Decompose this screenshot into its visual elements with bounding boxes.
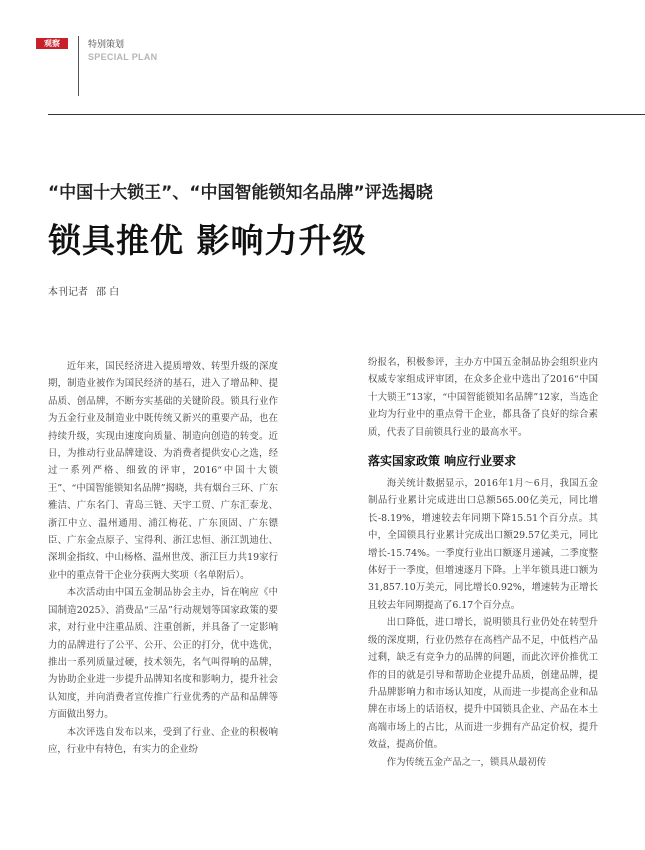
section-title-cn: 特别策划 [88, 40, 125, 50]
paragraph: 作为传统五金产品之一，锁具从最初传 [386, 756, 547, 768]
header-rule [48, 114, 645, 115]
header-divider [78, 36, 79, 96]
article-subtitle: “中国十大锁王”、“中国智能锁知名品牌”评选揭晓 [48, 183, 433, 203]
byline [48, 283, 119, 298]
column-tag: 观察 [36, 38, 68, 49]
paragraph: 近年来，国民经济进入提质增效、转型升级的深度期，制造业被作为国民经济的基石，进入了增品种、提品质、创品牌，不断夯实基础的关键阶段。锁具行业作为五金行业及制造业中既传统又新兴的重要产品，也在持续升级，实现由速度向质量、制造向创造的转变。近日，为推动行业品牌建设、为消费者提供安心之选，经过一系列严格、细致的评审，2016“中国十大锁王”、“中国智能锁知名品牌”揭晓，共有烟台三环、广东雅洁、广东名门、青岛三链、天宇工贸、广东汇泰龙、浙江中立、温州通用、浦江梅花、广东顶固、广东镖臣、广东金点原子、宝得利、浙江忠恒、浙江凯迪仕、深圳金指纹、中山杨格、温州世茂、浙江巨力共19家行业中的重点骨干企业分获两大奖项（名单附后）。 [48, 361, 279, 581]
section-heading: 落实国家政策 响应行业要求 [368, 454, 517, 469]
section-title-en: SPECIAL PLAN [88, 52, 158, 62]
paragraph-continued: 纷报名，积极参评，主办方中国五金制品协会组织业内权威专家组成评审团，在众多企业中选出了2016“中国十大锁王”13家，“中国智能锁知名品牌”12家，当选企业均为行业中的重点骨干企业，都具备了良好的综合素质，代表了目前锁具行业的最高水平。 [368, 357, 598, 438]
paragraph: 本次评选自发布以来，受到了行业、企业的积极响应，行业中有特色，有实力的企业纷 [48, 726, 278, 755]
byline-label: 本刊记者 [48, 287, 88, 298]
article-title: 锁具推优 影响力升级 [48, 221, 367, 260]
right-column [368, 354, 598, 771]
paragraph: 海关统计数据显示，2016年1月～6月，我国五金制品行业累计完成进出口总额565.00亿美元，同比增长-8.19%，增速较去年同期下降15.51个百分点。其中，全国锁具行业累计完成出口额29.57亿美元，同比增长-15.74%。一季度行业出口额逐月递减，二季度整体好于一季度，但增速逐月下降。上半年锁具进口额为31,857.10万美元，同比增长0.92%，增速转为正增长且较去年同期提高了6.17个百分点。 [368, 478, 598, 611]
byline-name: 邵 白 [96, 287, 120, 298]
paragraph: 出口降低，进口增长，说明锁具行业仍处在转型升级的深度期，行业仍然存在高档产品不足，中低档产品过剩，缺乏有竞争力的品牌的问题，而此次评价推优工作的目的就是引导和帮助企业提升品质，创建品牌，提升品牌影响力和市场认知度，从而进一步提高企业和品牌在市场上的话语权，提升中国锁具企业、产品在本土高端市场上的占比，从而进一步拥有产品定价权，提升效益，提高价值。 [368, 617, 598, 751]
left-column [48, 358, 278, 758]
paragraph: 本次活动由中国五金制品协会主办，旨在响应《中国制造2025》、消费品“三品”行动规划等国家政策的要求，对行业中注重品质、注重创新，并具备了一定影响力的品牌进行了公平、公开、公正的打分，优中选优，推出一系列质量过硬，技术领先，名气叫得响的品牌，为协助企业进一步提升品牌知名度和影响力，提升社会认知度，并向消费者宣传推广行业优秀的产品和品牌等方面做出努力。 [48, 587, 278, 721]
